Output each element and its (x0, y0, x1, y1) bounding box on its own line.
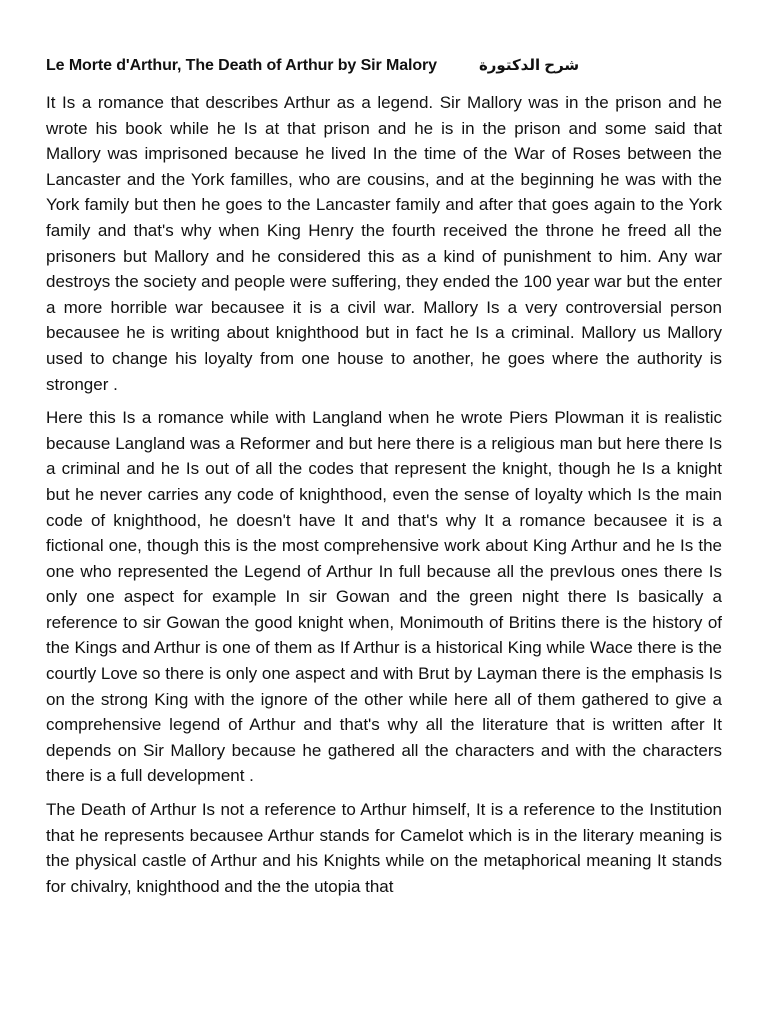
document-page (46, 56, 722, 907)
arabic-subtitle: شرح الدكتورة (478, 57, 580, 74)
paragraph-2: Here this Is a romance while with Langland when he wrote Piers Plowman it is realistic because Langland was a Reformer and but here there is a religious man but here there Is a criminal and he Is out of all the codes that represent the knight, though he Is a knight but he never carries any code of knighthood, even the sense of loyalty which Is the main code of knighthood, he doesn't have It and that's why It a romance becausee it is a fictional one, though this is the most comprehensive work about King Arthur and he Is the one who represented the Legend of Arthur In full because all the prevIous ones there Is only one aspect for example In sir Gowan and the green night there Is basically a reference to sir Gowan the good knight when, Monimouth of Britins there is the history of the Kings and Arthur is one of them as If Arthur is a historical King while Wace there is the courtly Love so there is only one aspect and with Brut by Layman there is the emphasis Is on the strong King with the ignore of the other while here all of them gathered to give a comprehensive legend of Arthur and that's why all the literature that is written after It depends on Sir Mallory because he gathered all the characters and with the characters there is a full development . (46, 408, 722, 786)
document-title: Le Morte d'Arthur, The Death of Arthur by Sir Malory (46, 57, 437, 74)
paragraph-1: It Is a romance that describes Arthur as a legend. Sir Mallory was in the prison and he wrote his book while he Is at that prison and he is in the prison and some said that Mallory was imprisoned because he lived In the time of the War of Roses between the Lancaster and the York familles, who are cousins, and at the beginning he was with the York family but then he goes to the Lancaster family and after that goes again to the York family and that's why when King Henry the fourth received the throne he freed all the prisoners but Mallory and he considered this as a kind of punishment to him. Any war destroys the society and people were suffering, they ended the 100 year war but the enter a more horrible war becausee it is a civil war. Mallory Is a very controversial person becausee he is writing about knighthood but in fact he Is a criminal. Mallory us Mallory used to change his loyalty from one house to another, he goes where the authority is stronger . (46, 93, 722, 394)
paragraph-3: The Death of Arthur Is not a reference to Arthur himself, It is a reference to the Institution that he represents becausee Arthur stands for Camelot which is in the literary meaning is the physical castle of Arthur and his Knights while on the metaphorical meaning It stands for chivalry, knighthood and the the utopia that (46, 800, 722, 896)
title-row (46, 56, 722, 90)
